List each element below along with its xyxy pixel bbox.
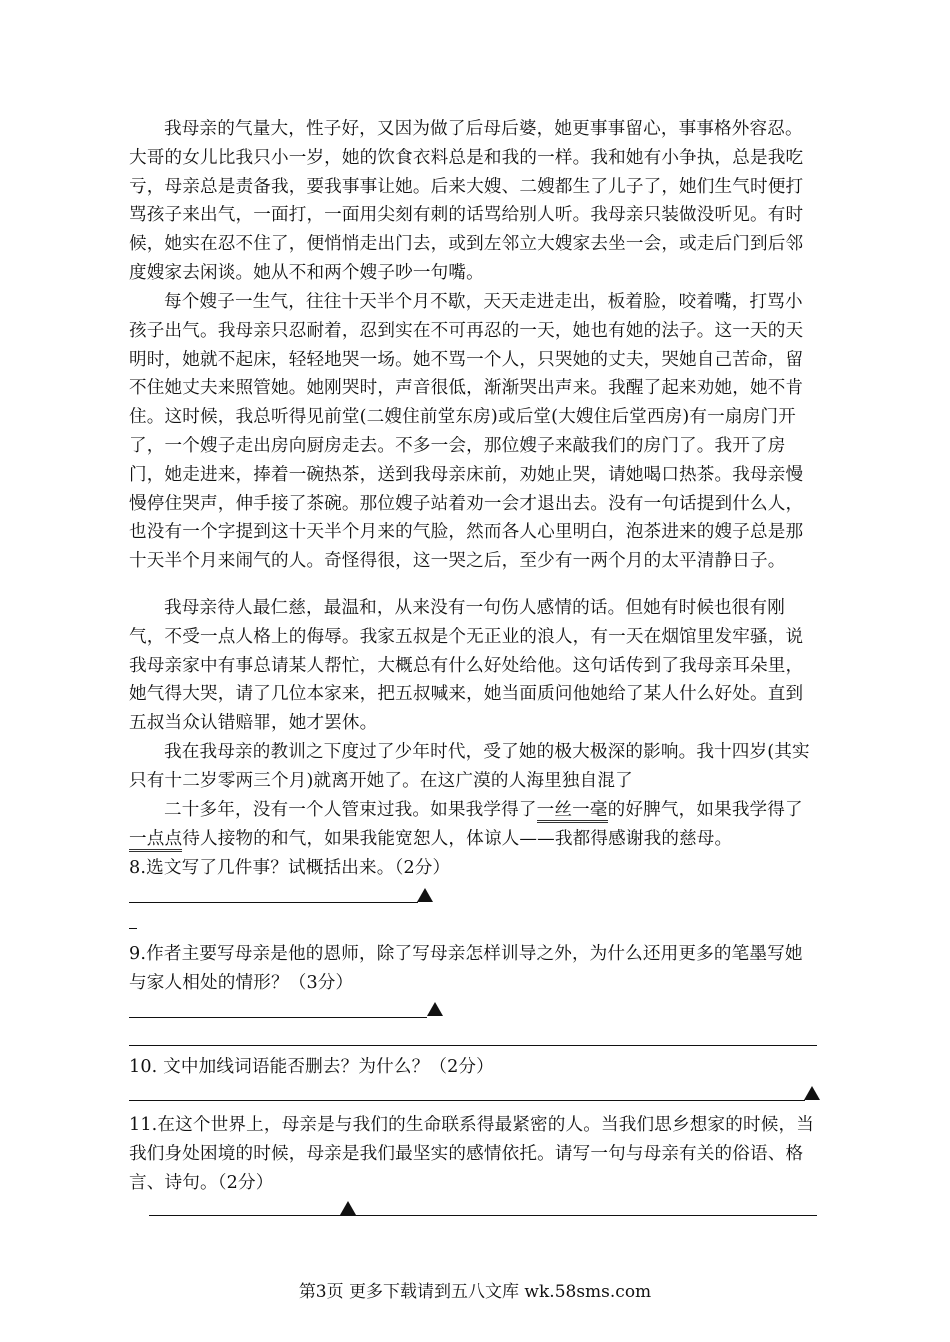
paragraph-1: 我母亲的气量大，性子好，又因为做了后母后婆，她更事事留心，事事格外容忍。大哥的女儿比我只小一岁，她的饮食衣料总是和我的一样。我和她有小争执，总是我吃亏，母亲总是责备我，要我事事让她。后来大嫂、二嫂都生了儿子了，她们生气时便打骂孩子来出气，一面打，一面用尖刻有刺的话骂给别人听。我母亲只装做没听见。有时候，她实在忍不住了，便悄悄走出门去，或到左邻立大嫂家去坐一会，或走后门到后邻度嫂家去闲谈。她从不和两个嫂子吵一句嘴。 — [129, 119, 804, 283]
stray-dash — [129, 928, 137, 929]
triangle-icon — [340, 1201, 356, 1215]
paragraph-3: 我母亲待人最仁慈，最温和，从来没有一句伤人感情的话。但她有时候也很有刚气，不受一点人格上的侮辱。我家五叔是个无正业的浪人，有一天在烟馆里发牢骚，说我母亲家中有事总请某人帮忙，大概总有什么好处给他。这句话传到了我母亲耳朵里，她气得大哭，请了几位本家来，把五叔喊来，她当面质问他她给了某人什么好处。直到五叔当众认错赔罪，她才罢休。 — [129, 598, 804, 734]
question-8: 8.选文写了几件事？试概括出来。（2分） — [129, 858, 451, 878]
p5-text-a: 二十多年，没有一个人管束过我。如果我学得了 — [164, 800, 537, 820]
answer-line-q11[interactable] — [149, 1215, 817, 1216]
underlined-phrase-2: 一点点 — [129, 829, 182, 852]
triangle-icon — [804, 1086, 820, 1100]
answer-line-q8[interactable] — [129, 902, 418, 903]
paragraph-4: 我在我母亲的教训之下度过了少年时代，受了她的极大极深的影响。我十四岁(其实只有十二岁零两三个月)就离开她了。在这广漠的人海里独自混了 — [129, 742, 810, 791]
question-11: 11.在这个世界上，母亲是与我们的生命联系得最紧密的人。当我们思乡想家的时候，当我们身处困境的时候，母亲是我们最坚实的感情依托。请写一句与母亲有关的俗语、格言、诗句。（2分） — [129, 1115, 814, 1193]
triangle-icon — [427, 1002, 443, 1016]
answer-line-q9b[interactable] — [129, 1045, 817, 1046]
question-9: 9.作者主要写母亲是他的恩师，除了写母亲怎样训导之外，为什么还用更多的笔墨写她与家人相处的情形？（3分） — [129, 944, 803, 993]
answer-line-q10[interactable] — [129, 1100, 805, 1101]
triangle-icon — [417, 888, 433, 902]
p5-text-b: 的好脾气，如果我学得了 — [607, 800, 803, 820]
answer-line-q9a[interactable] — [129, 1017, 427, 1018]
question-10: 10. 文中加线词语能否删去？为什么？（2分） — [129, 1057, 494, 1077]
paragraph-5 — [129, 796, 819, 854]
paragraph-2: 每个嫂子一生气，往往十天半个月不歇，天天走进走出，板着脸，咬着嘴，打骂小孩子出气。我母亲只忍耐着，忍到实在不可再忍的一天，她也有她的法子。这一天的天明时，她就不起床，轻轻地哭一场。她不骂一个人，只哭她的丈夫，哭她自己苦命，留不住她丈夫来照管她。她刚哭时，声音很低，渐渐哭出声来。我醒了起来劝她，她不肯住。这时候，我总听得见前堂(二嫂住前堂东房)或后堂(大嫂住后堂西房)有一扇房门开了，一个嫂子走出房向厨房走去。不多一会，那位嫂子来敲我们的房门了。我开了房门，她走进来，捧着一碗热茶，送到我母亲床前，劝她止哭，请她喝口热茶。我母亲慢慢停住哭声，伸手接了茶碗。那位嫂子站着劝一会才退出去。没有一句话提到什么人，也没有一个字提到这十天半个月来的气脸，然而各人心里明白，泡茶进来的嫂子总是那十天半个月来闹气的人。奇怪得很，这一哭之后，至少有一两个月的太平清静日子。 — [129, 292, 804, 572]
page-footer: 第3页 更多下载请到五八文库 wk.58sms.com — [298, 1282, 652, 1302]
p5-text-c: 待人接物的和气，如果我能宽恕人，体谅人——我都得感谢我的慈母。 — [182, 828, 733, 849]
underlined-phrase-1: 一丝一毫 — [537, 800, 608, 823]
